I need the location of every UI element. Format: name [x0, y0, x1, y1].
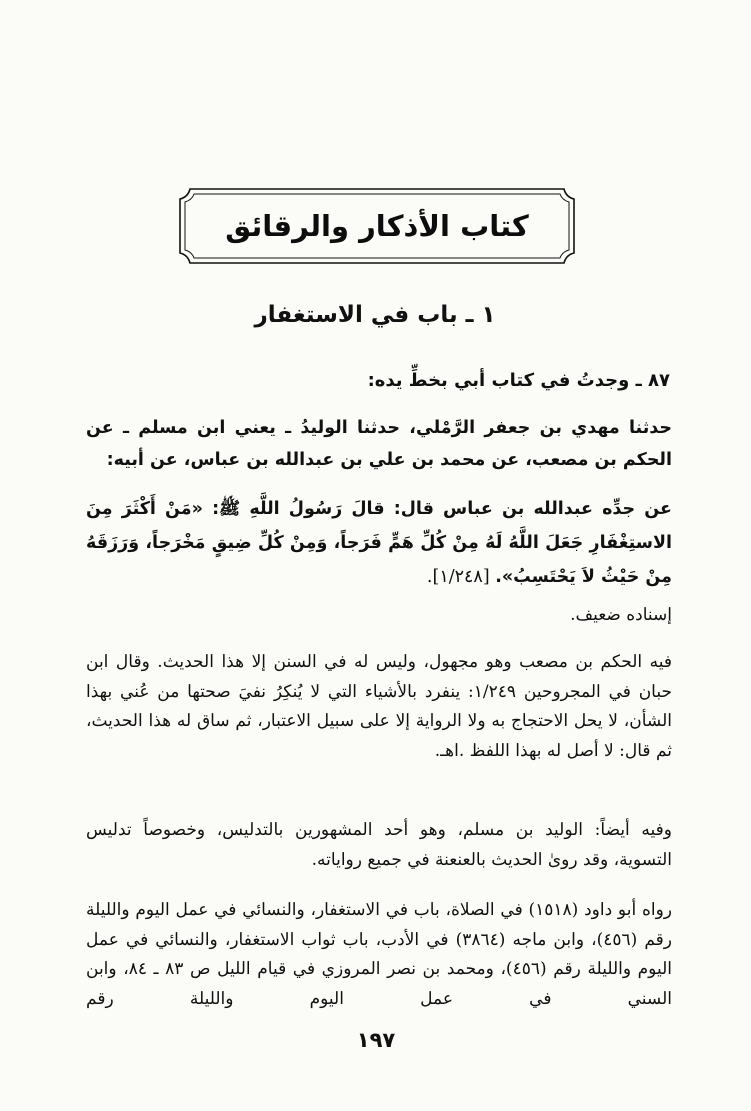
matn-reference: [١/٢٤٨]. [426, 567, 496, 587]
page-number: ١٩٧ [356, 1028, 396, 1052]
isnad-text: حدثنا مهدي بن جعفر الرَّمْلي، حدثنا الوليدُ ـ يعني ابن مسلم ـ عن الحكم بن مصعب، عن محمد بن علي بن عبدالله بن عباس، عن أبيه: [86, 418, 672, 470]
matn-intro: عن جدِّه عبدالله بن عباس قال: [384, 499, 672, 519]
chapter-heading: ١ ـ باب في الاستغفار [254, 302, 496, 328]
commentary-paragraph-3: رواه أبو داود (١٥١٨) في الصلاة، باب في الاستغفار، والنسائي في عمل اليوم والليلة رقم (٤٥٦)، وابن ماجه (٣٨٦٤) في الأدب، باب ثواب الاستغفار، والنسائي في عمل اليوم والليلة رقم (٤٥٦)، ومحمد بن نصر المروزي في قيام الليل ص ٨٣ ـ ٨٤، وابن السني في عمل اليوم والليلة رقم [86, 900, 672, 1009]
hadith-isnad [86, 412, 672, 476]
book-title: كتاب الأذكار والرقائق [225, 209, 529, 243]
hadith-matn [86, 492, 672, 594]
matn-text: قالَ رَسُولُ اللَّهِ ﷺ: «مَنْ أَكْثَرَ مِنَ الاستِغْفَارِ جَعَلَ اللَّهُ لَهُ مِنْ كُلِّ هَمٍّ فَرَجاً، وَمِنْ كُلِّ ضِيقٍ مَخْرَجاً، وَرَزَقَهُ مِنْ حَيْثُ لاَ يَحْتَسِبُ». [86, 499, 672, 587]
commentary-paragraph-1: فيه الحكم بن مصعب وهو مجهول، وليس له في السنن إلا هذا الحديث. وقال ابن حبان في المجروحين ١/٢٤٩: ينفرد بالأشياء التي لا يُنكِرُ نفيَ صحتها من عُني بهذا الشأن، لا يحل الاحتجاج به ولا الرواية إلا على سبيل الاعتبار، ثم ساق له هذا الحديث، ثم قال: لا أصل له بهذا اللفظ .اهـ. [86, 652, 672, 761]
hadith-heading: ٨٧ ـ وجدتُ في كتاب أبي بخطِّ يده: [367, 370, 670, 391]
commentary-paragraph-2: وفيه أيضاً: الوليد بن مسلم، وهو أحد المشهورين بالتدليس، وخصوصاً تدليس التسوية، وقد روىٰ الحديث بالعنعنة في جميع رواياته. [86, 820, 672, 870]
title-cartouche [178, 187, 576, 265]
isnad-grade: إسناده ضعيف. [570, 605, 672, 625]
